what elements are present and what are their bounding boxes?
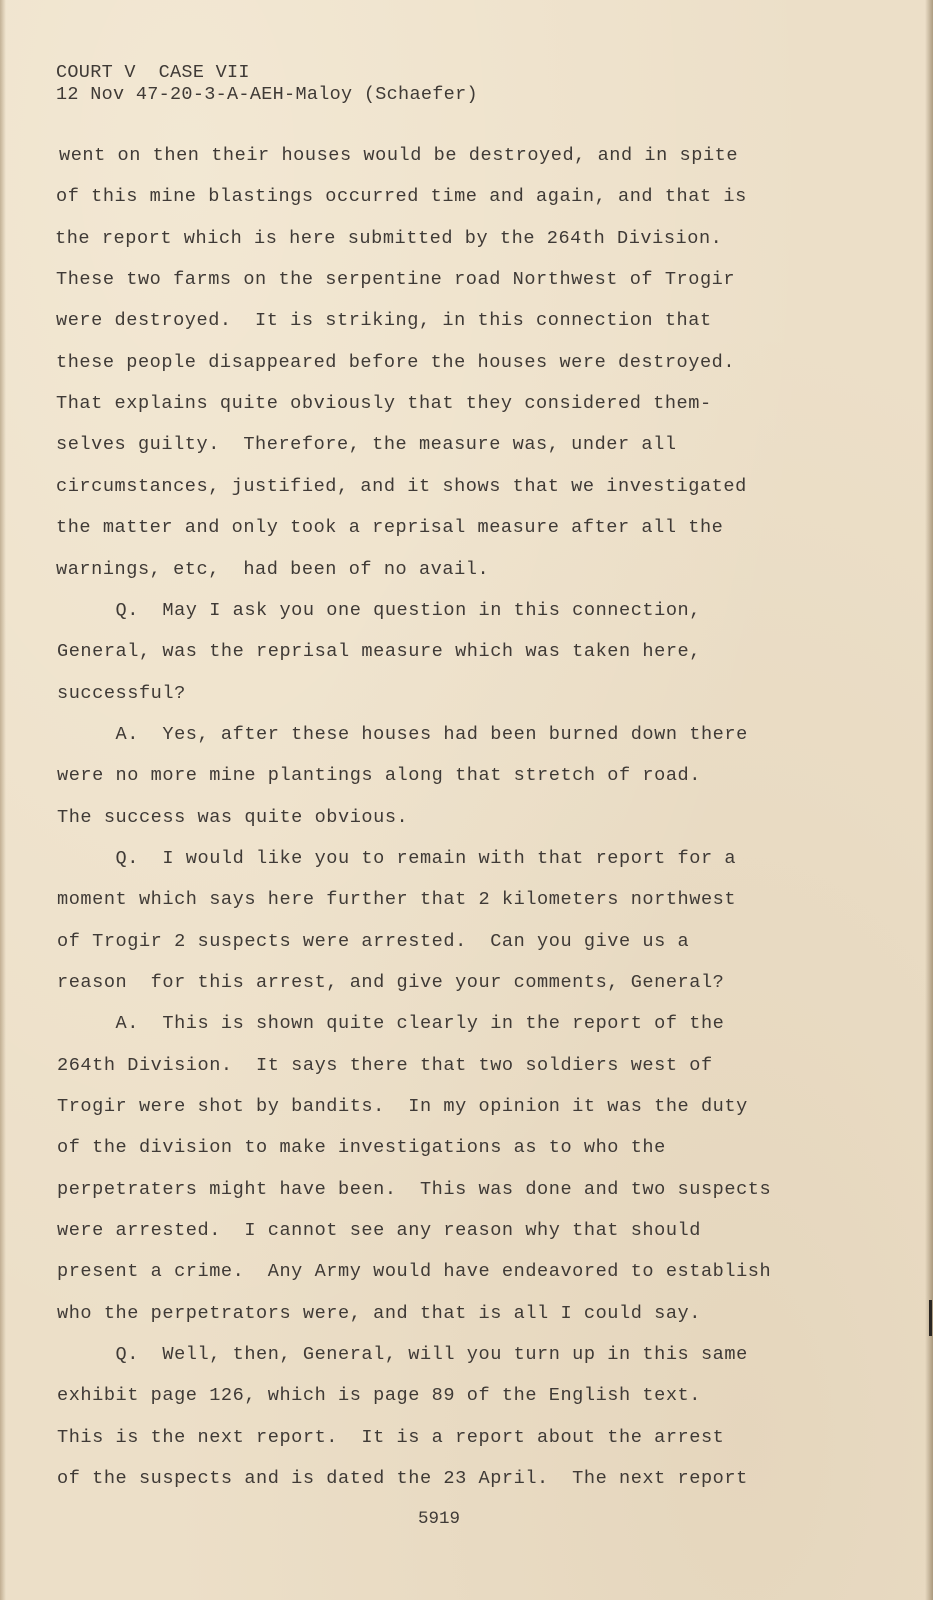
text-line: warnings, etc, had been of no avail.	[56, 559, 490, 580]
text-line: were destroyed. It is striking, in this connection that	[56, 310, 712, 331]
court-case-line: COURT V CASE VII	[56, 62, 250, 83]
text-line: these people disappeared before the houses were destroyed.	[56, 352, 736, 373]
text-line: present a crime. Any Army would have endeavored to establish	[57, 1261, 772, 1282]
text-line: 264th Division. It says there that two soldiers west of	[57, 1055, 713, 1076]
text-line: Trogir were shot by bandits. In my opinion it was the duty	[57, 1096, 748, 1117]
paper-edge-right	[925, 0, 933, 1600]
text-line: perpetraters might have been. This was done and two suspects	[57, 1179, 772, 1200]
text-line: of this mine blastings occurred time and again, and that is	[56, 186, 747, 207]
text-line: General, was the reprisal measure which was taken here,	[57, 641, 701, 662]
question-line: Q. Well, then, General, will you turn up in this same	[57, 1344, 748, 1365]
answer-line: A. Yes, after these houses had been burned down there	[57, 724, 748, 745]
text-line: circumstances, justified, and it shows that we investigated	[56, 476, 747, 497]
text-line: were arrested. I cannot see any reason why that should	[57, 1220, 701, 1241]
text-line: That explains quite obviously that they considered them-	[56, 393, 712, 414]
text-line: the matter and only took a reprisal measure after all the	[56, 517, 724, 538]
text-line: of the suspects and is dated the 23 April. The next report	[57, 1468, 748, 1489]
paper-edge-left	[0, 0, 6, 1600]
text-line: successful?	[57, 683, 186, 704]
text-line: of the division to make investigations as to who the	[57, 1137, 666, 1158]
page-number: 5919	[418, 1509, 461, 1529]
text-line: of Trogir 2 suspects were arrested. Can you give us a	[57, 931, 690, 952]
date-reference-line: 12 Nov 47-20-3-A-AEH-Maloy (Schaefer)	[56, 84, 478, 105]
text-line: The success was quite obvious.	[57, 807, 409, 828]
text-line: were no more mine plantings along that stretch of road.	[57, 765, 701, 786]
text-line: This is the next report. It is a report about the arrest	[57, 1427, 725, 1448]
question-line: Q. May I ask you one question in this connection,	[57, 600, 701, 621]
text-line: went on then their houses would be destroyed, and in spite	[59, 145, 739, 166]
text-line: These two farms on the serpentine road Northwest of Trogir	[56, 269, 736, 290]
answer-line: A. This is shown quite clearly in the report of the	[57, 1013, 725, 1034]
text-line: exhibit page 126, which is page 89 of the English text.	[57, 1385, 701, 1406]
text-line: selves guilty. Therefore, the measure was, under all	[56, 434, 677, 455]
text-line: reason for this arrest, and give your comments, General?	[57, 972, 725, 993]
text-line: the report which is here submitted by the 264th Division.	[55, 228, 723, 249]
document-header	[56, 62, 478, 106]
binding-mark	[929, 1300, 932, 1336]
text-line: who the perpetrators were, and that is all I could say.	[57, 1303, 701, 1324]
question-line: Q. I would like you to remain with that report for a	[57, 848, 737, 869]
text-line: moment which says here further that 2 kilometers northwest	[57, 889, 737, 910]
